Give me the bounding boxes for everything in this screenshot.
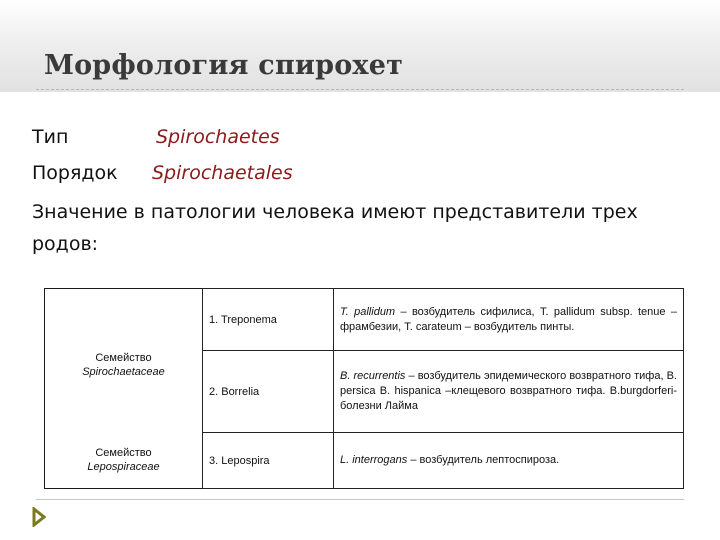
family-cell — [45, 289, 203, 351]
species-name: B. recurrentis — [340, 370, 406, 382]
species-description: – возбудитель эпидемического возвратного тифа, B. persica B. hispanica –клещевого возвратного тифа. B.burgdorferi- болезни Лайма — [340, 370, 677, 412]
species-name: T. pallidum — [340, 305, 396, 318]
order-label: Порядок — [32, 162, 118, 184]
type-label: Тип — [32, 126, 69, 148]
description-cell — [334, 351, 684, 433]
type-value: Spirochaetes — [156, 126, 280, 148]
genera-table — [44, 288, 684, 489]
table-row — [45, 289, 684, 351]
family-name: Lepospiraceae — [87, 461, 160, 474]
table-row — [45, 433, 684, 489]
table-row — [45, 351, 684, 433]
order-value: Spirochaetales — [152, 162, 293, 184]
footer-divider — [36, 499, 684, 500]
family-cell — [45, 433, 203, 489]
family-name: Spirochaetaceae — [82, 365, 165, 378]
family-label: Семейство — [95, 447, 152, 460]
species-description: – возбудитель лептоспироза. — [407, 454, 560, 466]
family-label: Семейство — [95, 351, 152, 364]
family-cell — [45, 351, 203, 433]
description-cell — [334, 433, 684, 489]
description-cell — [334, 289, 684, 351]
genus-cell: 1. Treponema — [203, 289, 334, 351]
genus-cell: 3. Lepospira — [203, 433, 334, 489]
genus-cell: 2. Borrelia — [203, 351, 334, 433]
title-divider — [36, 89, 684, 90]
slide-title: Морфология спирохет — [44, 50, 404, 81]
species-description: – возбудитель сифилиса, T. pallidum subsp. tenue – фрамбезии, T. carateum – возбудитель пинты. — [340, 305, 677, 333]
intro-text: Значение в патологии человека имеют представители трех родов: — [32, 201, 638, 255]
species-name: L. interrogans — [340, 454, 408, 466]
arrow-right-icon[interactable] — [32, 507, 46, 527]
